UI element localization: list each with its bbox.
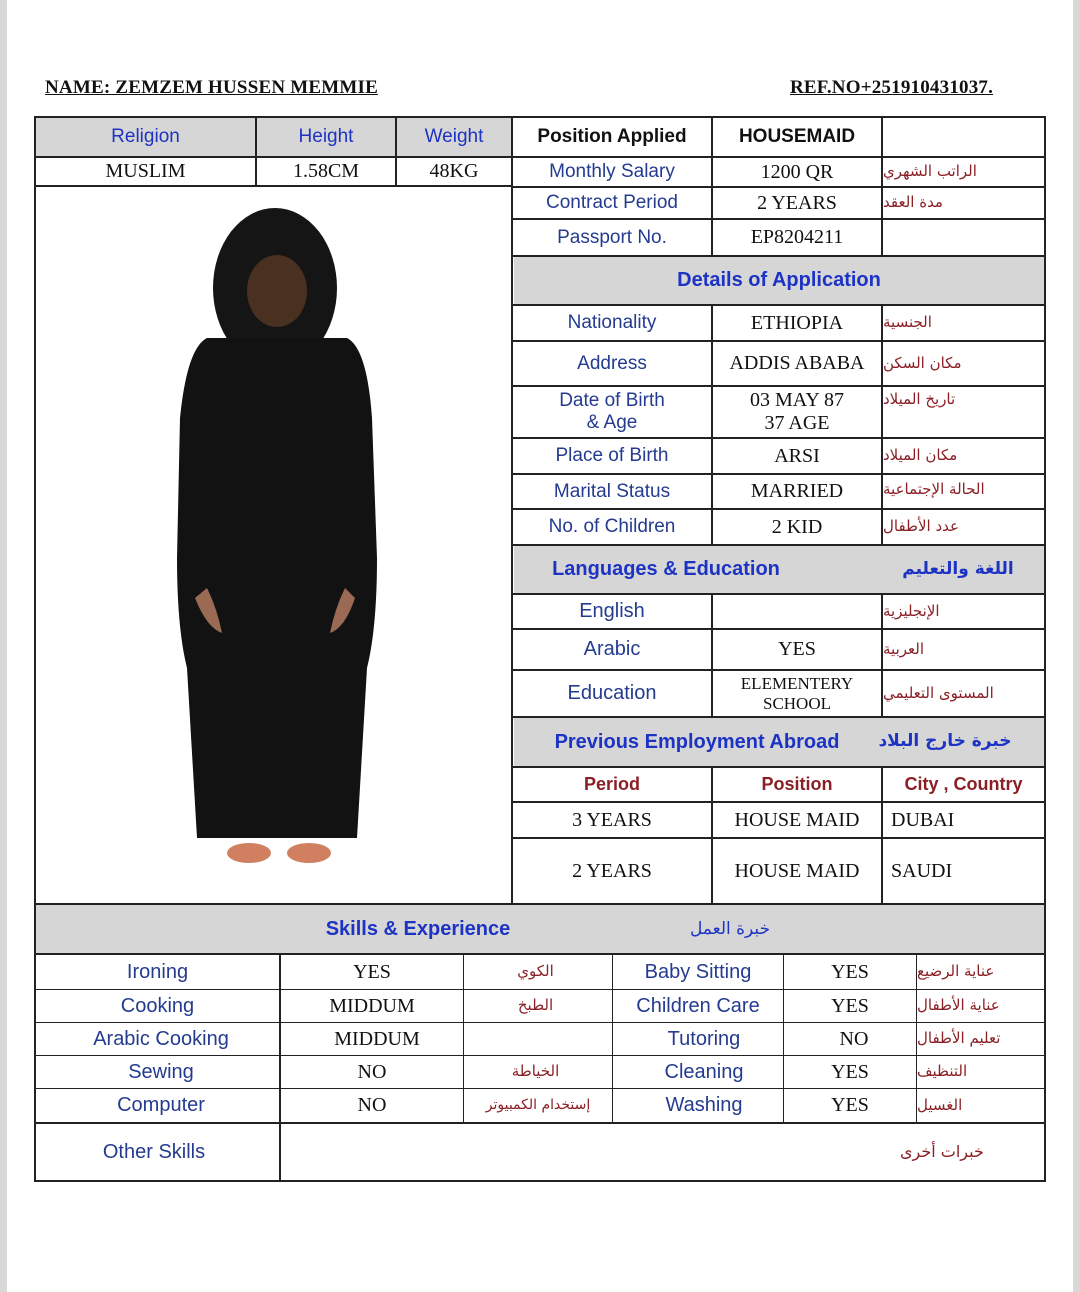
skill-washing-arabic: الغسيل [917,1095,963,1114]
height-label: Height [298,126,354,148]
nationality-label: Nationality [567,312,657,334]
place-of-birth-label: Place of Birth [555,445,669,467]
weight-label: Weight [424,126,484,148]
children-arabic: عدد الأطفال [883,517,959,536]
skills-title: Skills & Experience [325,918,511,940]
monthly-salary-arabic: الراتب الشهري [883,162,977,181]
place-of-birth-value: ARSI [774,444,820,467]
education-value [713,671,881,716]
contract-period-label: Contract Period [545,192,678,214]
skill-sewing-value: NO [357,1060,387,1083]
skill-tutoring-arabic: تعليم الأطفال [917,1029,1001,1048]
marital-status-label: Marital Status [553,480,671,502]
contract-period-arabic: مدة العقد [883,193,943,212]
position-applied-label: Position Applied [537,126,687,148]
address-label: Address [577,352,647,374]
dob-value [713,387,881,437]
english-label: English [579,600,645,622]
passport-value: EP8204211 [750,226,844,248]
page-edge-right [1073,0,1080,1292]
arabic-value: YES [778,638,816,660]
employment-row-2-country: SAUDI [891,859,953,882]
skill-computer-value: NO [357,1094,387,1116]
children-label: No. of Children [548,516,676,538]
skill-arabic-cooking-label: Arabic Cooking [93,1027,229,1050]
skill-tutoring-value: NO [839,1027,869,1050]
skill-washing-value: YES [831,1094,869,1116]
weight-value: 48KG [429,160,479,182]
passport-label: Passport No. [557,226,667,248]
education-label: Education [567,682,657,704]
dob-label-line2: & Age [586,412,638,433]
other-skills-arabic: خبرات أخرى [900,1141,984,1161]
employment-row-2-position: HOUSE MAID [734,859,860,882]
skill-tutoring-label: Tutoring [667,1027,741,1050]
other-skills-label: Other Skills [102,1140,206,1163]
marital-status-arabic: الحالة الإجتماعية [883,480,985,499]
dob-value-line1: 03 MAY 87 [749,389,845,411]
languages-title-arabic: اللغة والتعليم [902,558,1014,579]
position-applied-value: HOUSEMAID [738,126,856,148]
skill-cooking-value: MIDDUM [329,994,415,1017]
skill-cooking-arabic: الطبخ [517,996,554,1015]
nationality-value: ETHIOPIA [750,311,844,334]
employment-col-city: City , Country [904,774,1023,795]
dob-label-line1: Date of Birth [559,390,665,412]
employment-col-period: Period [583,774,640,795]
skill-sewing-label: Sewing [128,1060,194,1083]
reference-number: REF.NO+251910431037. [790,77,994,98]
skill-children-care-arabic: عناية الأطفال [917,996,1000,1015]
education-value-line2: SCHOOL [762,693,831,713]
children-value: 2 KID [771,515,823,538]
languages-title: Languages & Education [552,558,780,580]
religion-label: Religion [111,126,180,148]
nationality-arabic: الجنسية [883,313,932,332]
candidate-figure-icon [37,188,511,903]
arabic-arabic: العربية [883,639,924,658]
employment-row-1-country: DUBAI [891,808,955,831]
candidate-photo [37,188,511,903]
employment-row-1-period: 3 YEARS [572,808,652,831]
arabic-label: Arabic [583,638,641,660]
dob-arabic: تاريخ الميلاد [883,390,956,409]
skill-arabic-cooking-value: MIDDUM [334,1027,420,1050]
skill-arabic-cooking-arabic [464,1023,613,1055]
employment-col-position: Position [761,774,833,795]
skill-cleaning-arabic: التنظيف [917,1062,968,1081]
skill-ironing-arabic: الكوي [517,962,554,981]
english-value [713,595,881,628]
address-arabic: مكان السكن [883,353,962,372]
monthly-salary-label: Monthly Salary [549,161,675,183]
skills-title-arabic: خبرة العمل [689,918,771,939]
skill-cooking-label: Cooking [120,994,195,1017]
contract-period-value: 2 YEARS [757,191,837,214]
skill-cleaning-label: Cleaning [664,1060,744,1083]
skill-ironing-label: Ironing [126,960,189,983]
employment-title: Previous Employment Abroad [554,730,840,753]
religion-value: MUSLIM [105,160,186,182]
marital-status-value: MARRIED [750,480,844,502]
dob-value-line2: 37 AGE [764,412,830,434]
skill-children-care-value: YES [831,994,869,1017]
skill-cleaning-value: YES [831,1060,869,1083]
skill-baby-sitting-value: YES [831,960,869,983]
employment-title-arabic: خبرة خارج البلاد [878,731,1012,752]
page-edge-left [0,0,7,1292]
candidate-name: NAME: ZEMZEM HUSSEN MEMMIE [45,77,378,98]
height-value: 1.58CM [292,160,360,182]
skill-ironing-value: YES [353,960,391,983]
english-arabic: الإنجليزية [883,601,940,620]
monthly-salary-value: 1200 QR [760,160,834,183]
address-value: ADDIS ABABA [729,352,865,374]
place-of-birth-arabic: مكان الميلاد [883,446,958,465]
employment-row-1-position: HOUSE MAID [734,808,860,831]
skill-children-care-label: Children Care [636,994,760,1017]
education-value-line1: ELEMENTERY [740,673,854,693]
skill-computer-arabic: إستخدام الكمبيوتر [485,1097,591,1114]
education-arabic: المستوى التعليمي [883,683,994,702]
details-title: Details of Application [677,269,881,291]
skill-baby-sitting-arabic: عناية الرضيع [917,962,995,981]
skill-washing-label: Washing [665,1094,743,1116]
employment-row-2-period: 2 YEARS [572,859,652,882]
dob-label [513,387,711,437]
skill-baby-sitting-label: Baby Sitting [644,960,752,983]
skill-computer-label: Computer [117,1094,205,1116]
skill-sewing-arabic: الخياطة [511,1062,560,1081]
